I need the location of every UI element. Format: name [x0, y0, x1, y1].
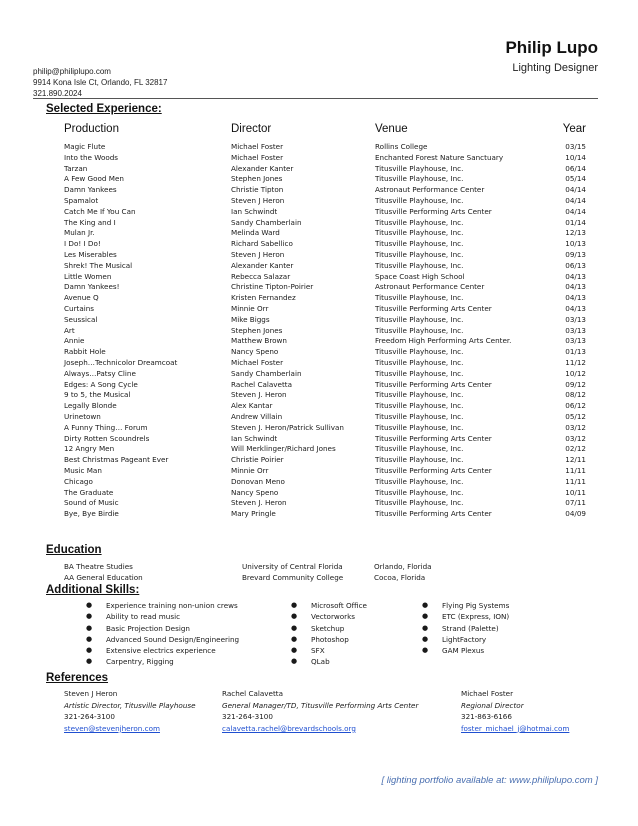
degree: BA Theatre Studies	[64, 562, 133, 571]
skill-item	[291, 656, 367, 667]
year-cell: 09/12	[565, 379, 586, 389]
production-cell: Damn Yankees!	[64, 282, 120, 292]
venue-cell: Titusville Playhouse, Inc.	[375, 314, 464, 324]
experience-row	[64, 477, 586, 488]
venue-cell: Titusville Playhouse, Inc.	[375, 476, 464, 486]
location: Cocoa, Florida	[374, 573, 426, 582]
phone-text: 321.890.2024	[33, 89, 82, 98]
experience-row	[64, 304, 586, 315]
year-cell: 04/13	[565, 303, 586, 313]
venue-cell: Enchanted Forest Nature Sanctuary	[375, 152, 504, 162]
production-cell: Curtains	[64, 303, 95, 313]
production-cell: Always…Patsy Cline	[64, 368, 136, 378]
bullet-icon: ●	[86, 657, 93, 666]
email-text: philip@philiplupo.com	[33, 67, 111, 76]
bullet-icon: ●	[422, 634, 429, 643]
bullet-icon: ●	[422, 623, 429, 632]
experience-row	[64, 293, 586, 304]
production-cell: Best Christmas Pageant Ever	[64, 455, 169, 465]
experience-row	[64, 196, 586, 207]
director-cell: Nancy Speno	[231, 487, 279, 497]
reference-title: General Manager/TD, Titusville Performing Arts Center	[222, 700, 419, 710]
skill-item	[422, 645, 509, 656]
year-cell: 01/13	[565, 347, 586, 357]
venue-cell: Titusville Playhouse, Inc.	[375, 163, 464, 173]
experience-row	[64, 282, 586, 293]
director-cell: Sandy Chamberlain	[231, 217, 302, 227]
director-cell: Kristen Fernandez	[231, 293, 296, 303]
experience-row	[64, 390, 586, 401]
skill-item	[422, 611, 509, 622]
skill-label: Ability to read music	[106, 612, 181, 622]
director-cell: Alexander Kanter	[231, 163, 294, 173]
year-cell: 12/13	[565, 228, 586, 238]
production-cell: Seussical	[64, 314, 98, 324]
skill-item	[86, 600, 239, 611]
year-cell: 08/12	[565, 390, 586, 400]
education-title: Education	[46, 544, 102, 556]
year-cell: 03/12	[565, 422, 586, 432]
person-name: Philip Lupo	[505, 38, 598, 57]
experience-row	[64, 218, 586, 229]
experience-row	[64, 272, 586, 283]
reference-michael-foster	[461, 688, 569, 734]
production-cell: Tarzan	[64, 163, 88, 173]
person-role: Lighting Designer	[512, 62, 598, 74]
venue-cell: Titusville Playhouse, Inc.	[375, 498, 464, 508]
bullet-icon: ●	[291, 634, 298, 643]
reference-rachel-calavetta	[222, 688, 418, 734]
col-production: Production	[64, 123, 119, 135]
year-cell: 11/11	[565, 476, 586, 486]
skill-item	[291, 634, 367, 645]
production-cell: Legally Blonde	[64, 401, 117, 411]
experience-row	[64, 315, 586, 326]
venue-cell: Titusville Playhouse, Inc.	[375, 195, 464, 205]
year-cell: 03/13	[565, 336, 586, 346]
experience-row	[64, 228, 586, 239]
director-cell: Steven J. Heron	[231, 390, 287, 400]
skills-column-lighting	[422, 600, 509, 656]
year-cell: 06/13	[565, 260, 586, 270]
portfolio-footer: [ lighting portfolio available at: www.philiplupo.com ]	[381, 775, 598, 786]
skill-label: SFX	[311, 646, 325, 656]
bullet-icon: ●	[86, 601, 93, 609]
skill-label: Microsoft Office	[311, 601, 367, 610]
production-cell: Avenue Q	[64, 293, 99, 303]
col-year: Year	[562, 123, 586, 135]
education-list	[64, 561, 464, 583]
year-cell: 04/14	[565, 185, 586, 195]
venue-cell: Titusville Playhouse, Inc.	[375, 174, 464, 184]
director-cell: Minnie Orr	[231, 465, 269, 475]
year-cell: 01/14	[565, 217, 586, 227]
venue-cell: Titusville Playhouse, Inc.	[375, 347, 464, 357]
year-cell: 04/14	[565, 195, 586, 205]
skill-label: Basic Projection Design	[106, 623, 190, 633]
venue-cell: Titusville Playhouse, Inc.	[375, 249, 464, 259]
experience-row	[64, 142, 586, 153]
skill-item	[422, 600, 509, 611]
year-cell: 04/09	[565, 509, 586, 519]
experience-row	[64, 488, 586, 499]
reference-name: Steven J Heron	[64, 689, 118, 698]
experience-row	[64, 455, 586, 466]
experience-row	[64, 401, 586, 412]
venue-cell: Titusville Playhouse, Inc.	[375, 357, 464, 367]
production-cell: Spamalot	[64, 195, 99, 205]
experience-row	[64, 380, 586, 391]
skill-label: Advanced Sound Design/Engineering	[106, 634, 240, 644]
bullet-icon: ●	[86, 612, 93, 621]
skill-item	[291, 600, 367, 611]
experience-row	[64, 207, 586, 218]
skill-item	[291, 623, 367, 634]
production-cell: 12 Angry Men	[64, 444, 115, 454]
production-cell: Bye, Bye Birdie	[64, 509, 119, 519]
director-cell: Will Merklinger/Richard Jones	[231, 444, 336, 454]
venue-cell: Titusville Playhouse, Inc.	[375, 293, 464, 303]
references-title: References	[46, 672, 109, 684]
production-cell: Catch Me If You Can	[64, 206, 136, 216]
venue-cell: Titusville Playhouse, Inc.	[375, 401, 464, 411]
production-cell: Into the Woods	[64, 152, 119, 162]
production-cell: Shrek! The Musical	[64, 260, 133, 270]
reference-name: Michael Foster	[461, 689, 514, 698]
skills-column-software	[291, 600, 367, 668]
year-cell: 09/13	[565, 249, 586, 259]
director-cell: Donovan Meno	[231, 476, 285, 486]
year-cell: 04/13	[565, 282, 586, 292]
experience-row	[64, 498, 586, 509]
skill-label: QLab	[311, 657, 330, 667]
skill-label: GAM Plexus	[442, 646, 485, 656]
skill-item	[291, 645, 367, 656]
director-cell: Alex Kantar	[231, 401, 273, 411]
experience-row	[64, 326, 586, 337]
bullet-icon: ●	[291, 623, 298, 632]
year-cell: 03/12	[565, 433, 586, 443]
director-cell: Christine Tipton-Poirier	[231, 282, 314, 292]
venue-cell: Titusville Performing Arts Center	[375, 465, 492, 475]
director-cell: Steven J. Heron/Patrick Sullivan	[231, 422, 344, 432]
bullet-icon: ●	[86, 646, 93, 655]
reference-steven-heron	[64, 688, 196, 734]
production-cell: Magic Flute	[64, 142, 106, 151]
skill-item	[422, 634, 509, 645]
col-director: Director	[231, 123, 272, 135]
director-cell: Richard Sabellico	[231, 239, 293, 249]
reference-email-link[interactable]: steven@stevenjheron.com	[64, 723, 160, 733]
director-cell: Sandy Chamberlain	[231, 368, 302, 378]
skills-title: Additional Skills:	[46, 584, 140, 596]
year-cell: 06/12	[565, 401, 586, 411]
experience-row	[64, 434, 586, 445]
bullet-icon: ●	[291, 601, 298, 609]
venue-cell: Titusville Playhouse, Inc.	[375, 325, 464, 335]
experience-row	[64, 261, 586, 272]
bullet-icon: ●	[291, 657, 298, 666]
production-cell: I Do! I Do!	[64, 239, 101, 249]
director-cell: Michael Foster	[231, 152, 284, 162]
production-cell: The King and I	[64, 217, 116, 227]
education-row	[64, 561, 464, 572]
director-cell: Stephen Jones	[231, 325, 283, 335]
venue-cell: Space Coast High School	[375, 271, 465, 281]
degree: AA General Education	[64, 573, 143, 582]
year-cell: 11/11	[565, 465, 586, 475]
year-cell: 04/14	[565, 206, 586, 216]
year-cell: 07/11	[565, 498, 586, 508]
venue-cell: Freedom High Performing Arts Center.	[375, 336, 512, 346]
bullet-icon: ●	[86, 634, 93, 643]
venue-cell: Titusville Performing Arts Center	[375, 433, 492, 443]
reference-phone: 321-264-3100	[64, 712, 115, 722]
director-cell: Matthew Brown	[231, 336, 287, 346]
header-divider	[33, 98, 598, 99]
production-cell: Edges: A Song Cycle	[64, 379, 138, 389]
bullet-icon: ●	[422, 612, 429, 621]
skill-item	[86, 611, 239, 622]
skill-label: Extensive electrics experience	[106, 646, 216, 656]
year-cell: 10/14	[565, 152, 586, 162]
reference-email-link[interactable]: foster_michael_j@hotmai.com	[461, 723, 570, 733]
skill-item	[86, 656, 239, 667]
director-cell: Nancy Speno	[231, 347, 279, 357]
production-cell: Rabbit Hole	[64, 347, 106, 357]
production-cell: Music Man	[64, 465, 102, 475]
production-cell: Little Women	[64, 271, 112, 281]
education-row	[64, 572, 464, 583]
reference-title: Regional Director	[461, 700, 524, 710]
skill-label: Carpentry, Rigging	[106, 657, 174, 667]
director-cell: Mike Biggs	[231, 314, 270, 324]
venue-cell: Titusville Playhouse, Inc.	[375, 487, 464, 497]
experience-row	[64, 509, 586, 520]
venue-cell: Titusville Playhouse, Inc.	[375, 368, 464, 378]
year-cell: 10/12	[565, 368, 586, 378]
experience-row	[64, 164, 586, 175]
director-cell: Michael Foster	[231, 357, 284, 367]
reference-phone: 321-264-3100	[222, 712, 273, 722]
experience-row	[64, 239, 586, 250]
year-cell: 04/13	[565, 293, 586, 303]
experience-column-headers	[64, 123, 586, 137]
director-cell: Rachel Calavetta	[231, 379, 292, 389]
director-cell: Minnie Orr	[231, 303, 269, 313]
bullet-icon: ●	[86, 623, 93, 632]
production-cell: Joseph…Technicolor Dreamcoat	[64, 357, 178, 367]
skill-item	[86, 645, 239, 656]
venue-cell: Titusville Performing Arts Center	[375, 509, 492, 519]
production-cell: Mulan Jr.	[64, 228, 95, 238]
school: University of Central Florida	[242, 562, 343, 571]
experience-row	[64, 153, 586, 164]
director-cell: Steven J Heron	[231, 195, 285, 205]
reference-name: Rachel Calavetta	[222, 689, 283, 698]
production-cell: Annie	[64, 336, 85, 346]
production-cell: A Funny Thing… Forum	[64, 422, 148, 432]
reference-email-link[interactable]: calavetta.rachel@brevardschools.org	[222, 723, 356, 733]
venue-cell: Rollins College	[375, 142, 428, 151]
year-cell: 03/15	[565, 142, 586, 151]
director-cell: Melinda Ward	[231, 228, 280, 238]
bullet-icon: ●	[422, 646, 429, 655]
venue-cell: Titusville Performing Arts Center	[375, 206, 492, 216]
skill-item	[291, 611, 367, 622]
production-cell: Damn Yankees	[64, 185, 117, 195]
year-cell: 10/11	[565, 487, 586, 497]
skill-label: LightFactory	[442, 634, 487, 644]
director-cell: Michael Foster	[231, 142, 284, 151]
director-cell: Andrew Villain	[231, 411, 283, 421]
production-cell: Les Miserables	[64, 249, 117, 259]
director-cell: Stephen Jones	[231, 174, 283, 184]
experience-row	[64, 336, 586, 347]
year-cell: 10/13	[565, 239, 586, 249]
reference-phone: 321-863-6166	[461, 712, 512, 722]
year-cell: 05/14	[565, 174, 586, 184]
experience-title: Selected Experience:	[46, 103, 162, 115]
venue-cell: Titusville Playhouse, Inc.	[375, 217, 464, 227]
skill-label: Sketchup	[311, 623, 345, 633]
venue-cell: Astronaut Performance Center	[375, 185, 485, 195]
experience-row	[64, 466, 586, 477]
venue-cell: Titusville Playhouse, Inc.	[375, 444, 464, 454]
skill-label: Strand (Palette)	[442, 623, 499, 633]
director-cell: Christie Tipton	[231, 185, 284, 195]
year-cell: 05/12	[565, 411, 586, 421]
experience-row	[64, 250, 586, 261]
venue-cell: Titusville Playhouse, Inc.	[375, 239, 464, 249]
col-venue: Venue	[375, 123, 408, 135]
resume-header	[33, 36, 598, 100]
year-cell: 06/14	[565, 163, 586, 173]
skill-label: ETC (Express, ION)	[442, 612, 510, 622]
production-cell: Dirty Rotten Scoundrels	[64, 433, 150, 443]
production-cell: Urinetown	[64, 411, 101, 421]
experience-row	[64, 412, 586, 423]
bullet-icon: ●	[422, 601, 429, 609]
year-cell: 03/13	[565, 325, 586, 335]
skill-label: Vectorworks	[311, 612, 356, 622]
production-cell: Art	[64, 325, 75, 335]
year-cell: 11/12	[565, 357, 586, 367]
reference-title: Artistic Director, Titusville Playhouse	[64, 700, 196, 710]
venue-cell: Titusville Playhouse, Inc.	[375, 390, 464, 400]
venue-cell: Titusville Performing Arts Center	[375, 379, 492, 389]
skill-item	[86, 634, 239, 645]
experience-row	[64, 444, 586, 455]
bullet-icon: ●	[291, 612, 298, 621]
production-cell: Chicago	[64, 476, 93, 486]
experience-row	[64, 423, 586, 434]
production-cell: 9 to 5, the Musical	[64, 390, 131, 400]
experience-row	[64, 369, 586, 380]
skill-label: Flying Pig Systems	[442, 601, 510, 610]
venue-cell: Titusville Playhouse, Inc.	[375, 411, 464, 421]
year-cell: 12/11	[565, 455, 586, 465]
experience-row	[64, 174, 586, 185]
venue-cell: Titusville Playhouse, Inc.	[375, 228, 464, 238]
venue-cell: Titusville Playhouse, Inc.	[375, 422, 464, 432]
address-text: 9914 Kona Isle Ct, Orlando, FL 32817	[33, 78, 168, 87]
director-cell: Ian Schwindt	[231, 433, 278, 443]
production-cell: The Graduate	[64, 487, 114, 497]
director-cell: Ian Schwindt	[231, 206, 278, 216]
year-cell: 03/13	[565, 314, 586, 324]
director-cell: Steven J. Heron	[231, 498, 287, 508]
venue-cell: Titusville Playhouse, Inc.	[375, 260, 464, 270]
school: Brevard Community College	[242, 573, 344, 582]
skill-item	[86, 623, 239, 634]
director-cell: Christie Poirier	[231, 455, 284, 465]
year-cell: 04/13	[565, 271, 586, 281]
experience-row	[64, 358, 586, 369]
venue-cell: Titusville Playhouse, Inc.	[375, 455, 464, 465]
experience-row	[64, 185, 586, 196]
skill-item	[422, 623, 509, 634]
venue-cell: Astronaut Performance Center	[375, 282, 485, 292]
director-cell: Alexander Kanter	[231, 260, 294, 270]
experience-row	[64, 347, 586, 358]
experience-table	[64, 142, 586, 520]
director-cell: Mary Pringle	[231, 509, 276, 519]
location: Orlando, Florida	[374, 562, 432, 571]
production-cell: A Few Good Men	[64, 174, 124, 184]
year-cell: 02/12	[565, 444, 586, 454]
bullet-icon: ●	[291, 646, 298, 655]
contact-block	[33, 66, 167, 99]
skill-label: Photoshop	[311, 634, 349, 644]
production-cell: Sound of Music	[64, 498, 119, 508]
skills-column-general	[86, 600, 239, 668]
skill-label: Experience training non-union crews	[106, 601, 238, 610]
director-cell: Rebecca Salazar	[231, 271, 291, 281]
venue-cell: Titusville Performing Arts Center	[375, 303, 492, 313]
director-cell: Steven J Heron	[231, 249, 285, 259]
